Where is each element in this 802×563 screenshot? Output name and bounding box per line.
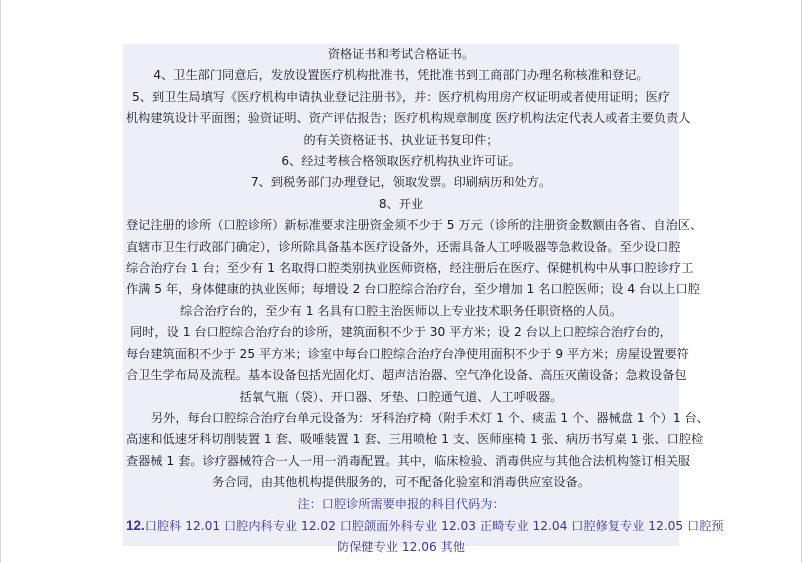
text-line-7: 7、到税务部门办理登记，领取发票。印刷病历和处方。 — [250, 175, 552, 190]
subject-code-note: 注：口腔诊所需要申报的科目代码为： — [297, 496, 505, 511]
left-page-edge — [0, 0, 1, 563]
text-line-17: 括氧气瓶（袋）、开口器、牙垫、口腔通气道、人工呼吸器。 — [239, 389, 563, 404]
text-line-12: 作满 5 年，身体健康的执业医师；每增设 2 台口腔综合治疗台，至少增加 1 名口腔医师；设 4 台以上口腔 — [126, 282, 700, 297]
text-line-10: 直辖市卫生行政部门确定），诊所除具备基本医疗设备外，还需具备人工呼吸器等急救设备。至少设口腔 — [126, 239, 681, 254]
text-line-15: 每台建筑面积不少于 25 平方米；诊室中每台口腔综合治疗台净使用面积不少于 9 平方米；房屋设置要符 — [126, 346, 689, 361]
subject-codes-line-1 — [123, 515, 724, 537]
text-line-19: 高速和低速牙科切削装置 1 套、吸唾装置 1 套、三用喷枪 1 支、医师座椅 1 张、病历书写桌 1 张、口腔检 — [126, 432, 704, 447]
text-line-5: 的有关资格证书、执业证书复印件； — [303, 132, 499, 147]
subject-codes-line-2: 防保健专业 12.06 其他 — [337, 540, 465, 555]
subject-codes-lead: 12. — [126, 517, 145, 533]
text-line-6: 6、经过考核合格领取医疗机构执业许可证。 — [281, 154, 521, 169]
text-line-1: 资格证书和考试合格证书。 — [327, 47, 475, 61]
text-line-11: 综合治疗台 1 台；至少有 1 名取得口腔类别执业医师资格，经注册后在医疗、保健机构中从事口腔诊疗工 — [126, 261, 694, 276]
text-line-14: 同时，设 1 台口腔综合治疗台的诊所，建筑面积不少于 30 平方米；设 2 台以上口腔综合治疗台的， — [130, 325, 672, 340]
text-line-8: 8、开业 — [378, 196, 424, 211]
document-panel — [123, 44, 724, 555]
text-line-16: 合卫生学布局及流程。基本设备包括光固化灯、超声洁治器、空气净化设备、高压灭菌设备；急救设备包 — [126, 368, 687, 383]
text-line-2: 4、卫生部门同意后，发放设置医疗机构批准书，凭批准书到工商部门办理名称核准和登记。 — [153, 68, 649, 83]
text-line-4: 机构建筑设计平面图；验资证明、资产评估报告；医疗机构规章制度 医疗机构法定代表人或者主要负责人 — [126, 111, 691, 126]
subject-codes-text: 口腔科 12.01 口腔内科专业 12.02 口腔颌面外科专业 12.03 正畸专业 12.04 口腔修复专业 12.05 口腔预 — [144, 518, 724, 533]
text-line-13: 综合治疗台的，至少有 1 名具有口腔主治医师以上专业技术职务任职资格的人员。 — [179, 303, 623, 318]
text-line-9: 登记注册的诊所（口腔诊所）新标准要求注册资金须不少于 5 万元（诊所的注册资金数额由各省、自治区、 — [126, 218, 703, 233]
text-line-20: 查器械 1 套。诊疗器械符合一人一用一消毒配置。其中，临床检验、消毒供应与其他合法机构签订相关服 — [126, 453, 690, 468]
text-line-3: 5、到卫生局填写《医疗机构申请执业登记注册书》，并：医疗机构用房产权证明或者使用证明；医疗 — [132, 89, 670, 104]
text-line-21: 务合同，由其他机构提供服务的，可不配备化验室和消毒供应室设备。 — [212, 475, 590, 490]
text-line-18: 另外，每台口腔综合治疗台单元设备为：牙科治疗椅（附手术灯 1 个、痰盂 1 个、器械盘 1 个）1 台、 — [151, 410, 709, 425]
